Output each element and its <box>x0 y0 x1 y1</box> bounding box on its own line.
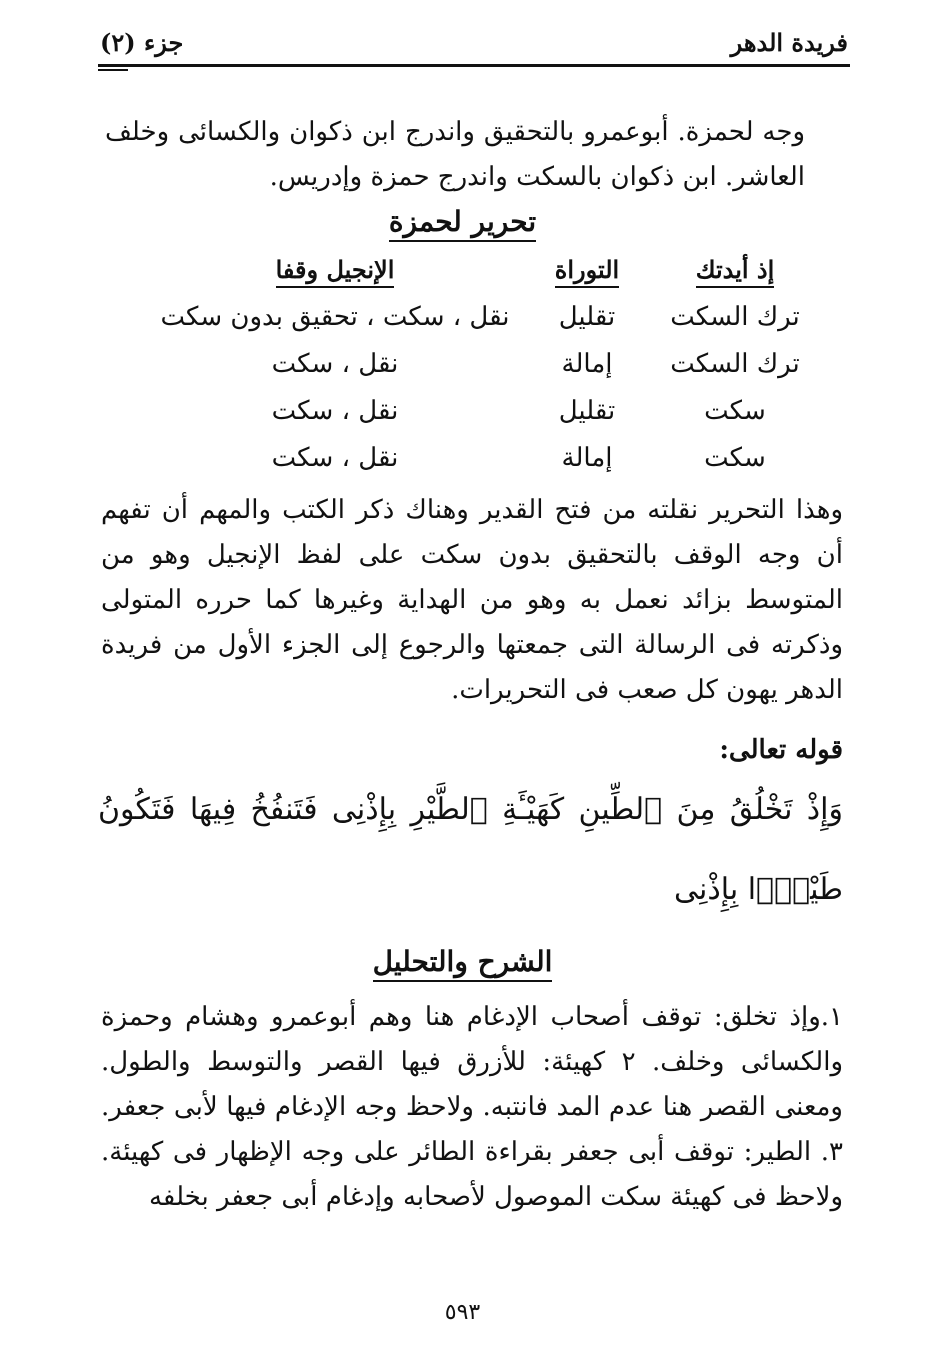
header-rule <box>98 64 850 67</box>
table-row <box>160 443 800 490</box>
part-number: جزء (٢) <box>100 28 184 57</box>
table-row <box>160 302 800 349</box>
analysis-heading-text: الشرح والتحليل <box>373 945 553 982</box>
verse-label: قوله تعالى: <box>719 735 843 765</box>
table-cell: نقل ، سكت ، تحقيق بدون سكت <box>160 302 510 332</box>
table-cell: ترك السكت <box>670 349 800 379</box>
quran-verse: وَإِذْ تَخْلُقُ مِنَ ٱلطِّينِ كَهَيْـَٔةِ ٱلطَّيْرِ بِإِذْنِى فَتَنفُخُ فِيهَا فَتَكُونُ طَيْرًۢا بِإِذْنِى <box>98 792 843 907</box>
table-cell: تقليل <box>558 396 616 426</box>
header-rule-short <box>98 69 128 71</box>
table-header-cell: إذ أيدتك <box>670 255 800 284</box>
table-header-row <box>160 255 800 302</box>
section-heading <box>0 205 925 238</box>
table-cell: نقل ، سكت <box>271 396 399 426</box>
table-cell: سكت <box>704 396 766 426</box>
table-cell: نقل ، سكت <box>271 443 399 473</box>
table-cell: نقل ، سكت <box>271 349 399 379</box>
page-number: ٥٩٣ <box>444 1300 481 1325</box>
table-cell: إمالة <box>561 349 613 379</box>
table-header-cell: التوراة <box>532 255 642 284</box>
table-row <box>160 396 800 443</box>
note-paragraph: وهذا التحرير نقلته من فتح القدير وهناك ذكر الكتب والمهم أن تفهم أن وجه الوقف بالتحقيق بدون سكت على لفظ الإنجيل وهو من المتوسط بزائد نعمل به وهو من الهداية وغيرها كما حرره المتولى وذكرته فى الرسالة التى جمعتها والرجوع إلى الجزء الأول من فريدة الدهر يهون كل صعب فى التحريرات. <box>101 495 843 705</box>
analysis-heading <box>0 945 925 978</box>
table-row <box>160 349 800 396</box>
analysis-paragraph: ١.وإذ تخلق: توقف أصحاب الإدغام هنا وهم أبوعمرو وهشام وحمزة والكسائى وخلف. ٢ كهيئة: للأزرق فيها القصر والتوسط والطول. ومعنى القصر هنا عدم المد فانتبه. ولاحظ وجه الإدغام فيها لأبى جعفر. ٣. الطير: توقف أبى جعفر بقراءة الطائر على وجه الإظهار فى كهيئة. ولاحظ فى كهيئة سكت الموصول لأصحابه وإدغام أبى جعفر بخلفه <box>101 1002 843 1212</box>
table-cell: تقليل <box>558 302 616 332</box>
table-header-cell: الإنجيل وقفا <box>160 255 510 284</box>
intro-paragraph: وجه لحمزة. أبوعمرو بالتحقيق واندرج ابن ذكوان والكسائى وخلف العاشر. ابن ذكوان بالسكت واندرج حمزة وإدريس. <box>105 117 805 192</box>
section-heading-text: تحرير لحمزة <box>389 205 536 242</box>
table-cell: ترك السكت <box>670 302 800 332</box>
book-title: فريدة الدهر <box>730 28 848 57</box>
tahrir-table <box>160 255 800 490</box>
table-cell: سكت <box>704 443 766 473</box>
table-cell: إمالة <box>561 443 613 473</box>
page-header <box>98 24 850 70</box>
